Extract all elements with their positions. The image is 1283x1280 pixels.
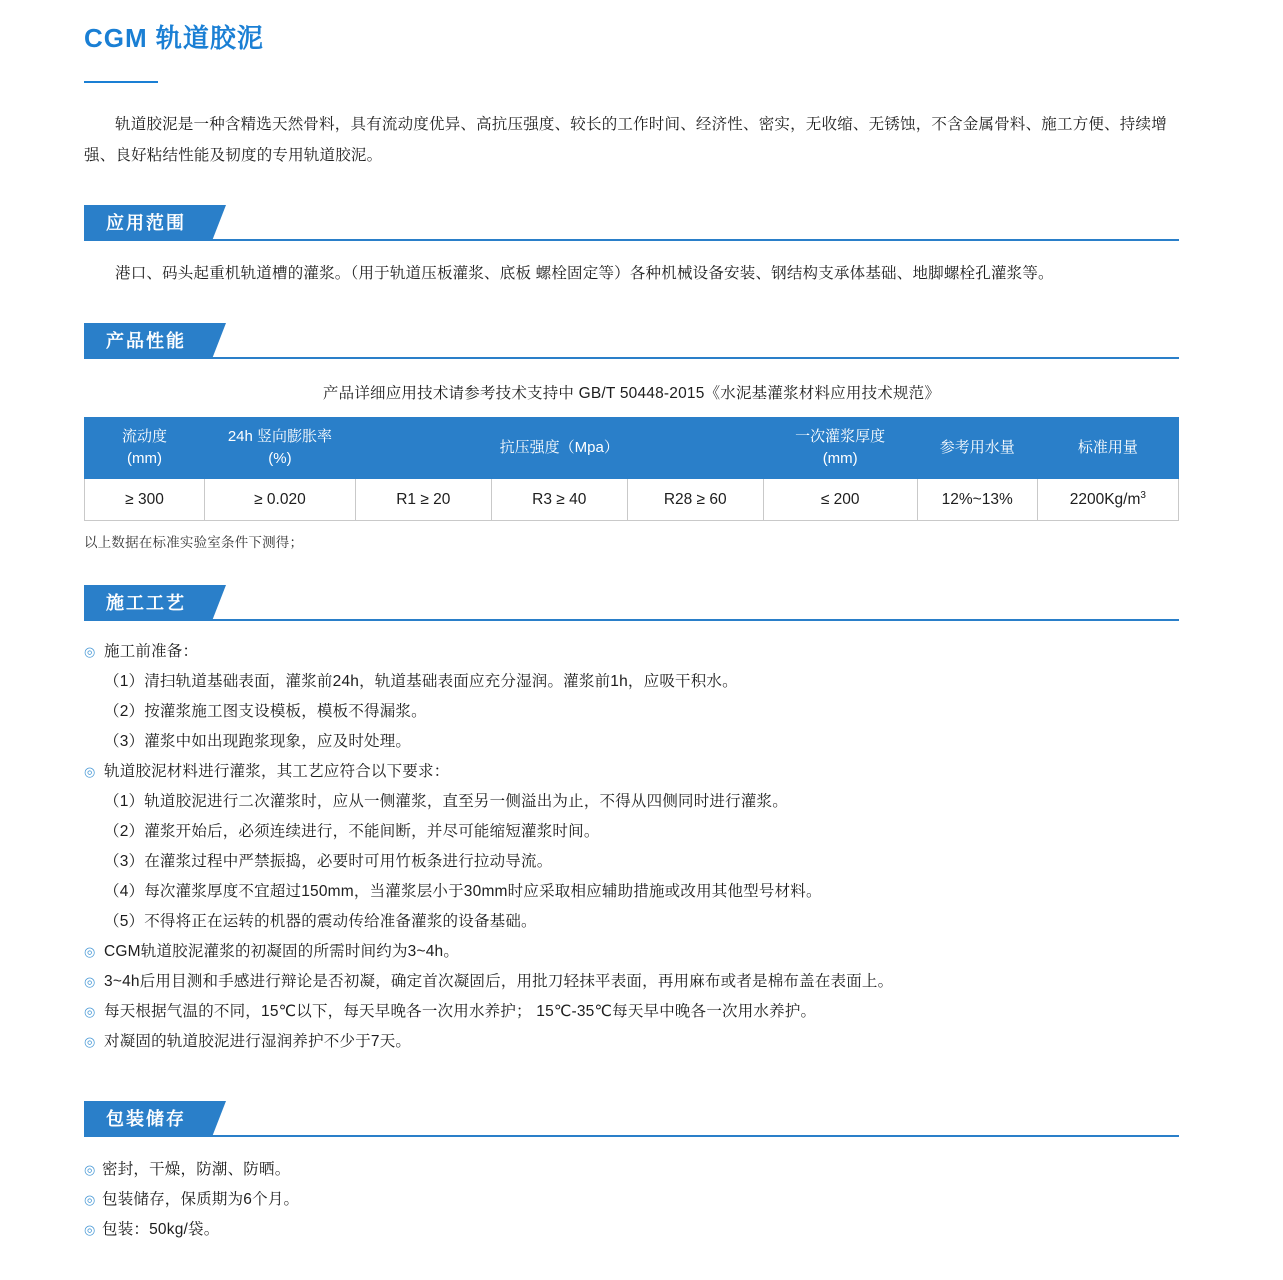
list-item [84, 1215, 1179, 1245]
header-expansion [205, 418, 356, 479]
performance-note: 产品详细应用技术请参考技术支持中 GB/T 50448-2015《水泥基灌浆材料应用技术规范》 [322, 385, 941, 402]
table-row [85, 479, 1179, 521]
section-underline [84, 1135, 1179, 1137]
application-body: 港口、码头起重机轨道槽的灌浆。（用于轨道压板灌浆、底板 螺栓固定等）各种机械设备安装、钢结构支承体基础、地脚螺栓孔灌浆等。 [115, 265, 1054, 282]
bullet-icon: ◎ [84, 1004, 96, 1020]
bullet-icon: ◎ [84, 974, 96, 990]
list-item [84, 997, 1179, 1027]
list-item [84, 1155, 1179, 1185]
list-item [84, 967, 1179, 997]
section-title-application: 应用范围 [84, 205, 212, 241]
cell-dosage-value: 2200Kg/m [1069, 491, 1141, 509]
list-item: （3）灌浆中如出现跑浆现象，应及时处理。 [104, 733, 412, 751]
list-item: （2）灌浆开始后，必须连续进行，不能间断，并尽可能缩短灌浆时间。 [104, 823, 600, 841]
section-title-packaging: 包装储存 [84, 1101, 212, 1137]
list-item: （1）轨道胶泥进行二次灌浆时，应从一侧灌浆，直至另一侧溢出为止，不得从四侧同时进行灌浆。 [104, 793, 788, 811]
list-item [84, 1027, 1179, 1057]
cell-expansion: ≥ 0.020 [205, 479, 356, 521]
cell-water: 12%~13% [917, 479, 1037, 521]
cell-r28: R28 ≥ 60 [627, 479, 763, 521]
list-item-text: CGM轨道胶泥灌浆的初凝固的所需时间约为3~4h。 [104, 943, 460, 961]
intro-paragraph: 轨道胶泥是一种含精选天然骨料，具有流动度优异、高抗压强度、较长的工作时间、经济性、密实，无收缩、无锈蚀，不含金属骨料、施工方便、持续增强、良好粘结性能及韧度的专用轨道胶泥。 [84, 116, 1167, 164]
section-header-performance [84, 323, 1179, 359]
list-item-text: 包装：50kg/袋。 [102, 1221, 220, 1239]
section-header-packaging [84, 1101, 1179, 1137]
bullet-icon: ◎ [84, 644, 96, 660]
section-underline [84, 619, 1179, 621]
cell-r3: R3 ≥ 40 [491, 479, 627, 521]
list-item-text: 3~4h后用目测和手感进行辩论是否初凝，确定首次凝固后，用批刀轻抹平表面，再用麻布或者是棉布盖在表面上。 [104, 973, 894, 991]
cell-r1: R1 ≥ 20 [355, 479, 491, 521]
section-underline [84, 239, 1179, 241]
process-list [84, 637, 1179, 1057]
section-title-performance: 产品性能 [84, 323, 212, 359]
bullet-icon: ◎ [84, 1162, 96, 1178]
title-divider [84, 81, 158, 83]
bullet-icon: ◎ [84, 1034, 96, 1050]
header-flow-line2: (mm) [127, 450, 162, 467]
header-thickness-line1: 一次灌浆厚度 [795, 428, 886, 445]
list-item-text: 对凝固的轨道胶泥进行湿润养护不少于7天。 [104, 1033, 412, 1051]
packaging-list [84, 1155, 1179, 1245]
header-flow [85, 418, 205, 479]
table-footnote: 以上数据在标准实验室条件下测得； [84, 535, 304, 551]
list-item-text: 包装储存，保质期为6个月。 [102, 1191, 300, 1209]
table-header-row [85, 418, 1179, 479]
bullet-icon: ◎ [84, 1192, 96, 1208]
page-title: CGM 轨道胶泥 [84, 23, 264, 53]
cell-dosage [1037, 479, 1178, 521]
list-item-text: 轨道胶泥材料进行灌浆，其工艺应符合以下要求： [104, 763, 450, 781]
list-item-text: 每天根据气温的不同，15℃以下，每天早晚各一次用水养护； 15℃-35℃每天早中晚各一次用水养护。 [104, 1003, 817, 1021]
header-dosage: 标准用量 [1037, 418, 1178, 479]
section-title-process: 施工工艺 [84, 585, 212, 621]
header-thickness-line2: (mm) [822, 450, 858, 467]
list-item-text: 施工前准备： [104, 643, 199, 661]
list-item-text: 密封，干燥，防潮、防晒。 [102, 1161, 291, 1179]
section-header-application [84, 205, 1179, 241]
list-item: （2）按灌浆施工图支设模板，模板不得漏浆。 [104, 703, 427, 721]
header-expansion-line1: 24h 竖向膨胀率 [227, 428, 333, 445]
list-item: （5）不得将正在运转的机器的震动传给准备灌浆的设备基础。 [104, 913, 537, 931]
bullet-icon: ◎ [84, 944, 96, 960]
bullet-icon: ◎ [84, 1222, 96, 1238]
header-thickness [763, 418, 917, 479]
section-underline [84, 357, 1179, 359]
cell-flow: ≥ 300 [85, 479, 205, 521]
list-item: （4）每次灌浆厚度不宜超过150mm，当灌浆层小于30mm时应采取相应辅助措施或改用其他型号材料。 [104, 883, 822, 901]
list-item [84, 937, 1179, 967]
header-water: 参考用水量 [917, 418, 1037, 479]
header-strength: 抗压强度（Mpa） [355, 418, 763, 479]
list-item [84, 1185, 1179, 1215]
list-item: （3）在灌浆过程中严禁振捣，必要时可用竹板条进行拉动导流。 [104, 853, 553, 871]
header-expansion-line2: (%) [268, 450, 292, 467]
cell-thickness: ≤ 200 [763, 479, 917, 521]
header-flow-line1: 流动度 [122, 428, 168, 445]
bullet-icon: ◎ [84, 764, 96, 780]
cell-dosage-exponent: 3 [1140, 490, 1146, 501]
list-item [84, 637, 1179, 667]
section-header-process [84, 585, 1179, 621]
list-item: （1）清扫轨道基础表面，灌浆前24h，轨道基础表面应充分湿润。灌浆前1h，应吸干积水。 [104, 673, 738, 691]
list-item [84, 757, 1179, 787]
specification-table [84, 417, 1179, 521]
